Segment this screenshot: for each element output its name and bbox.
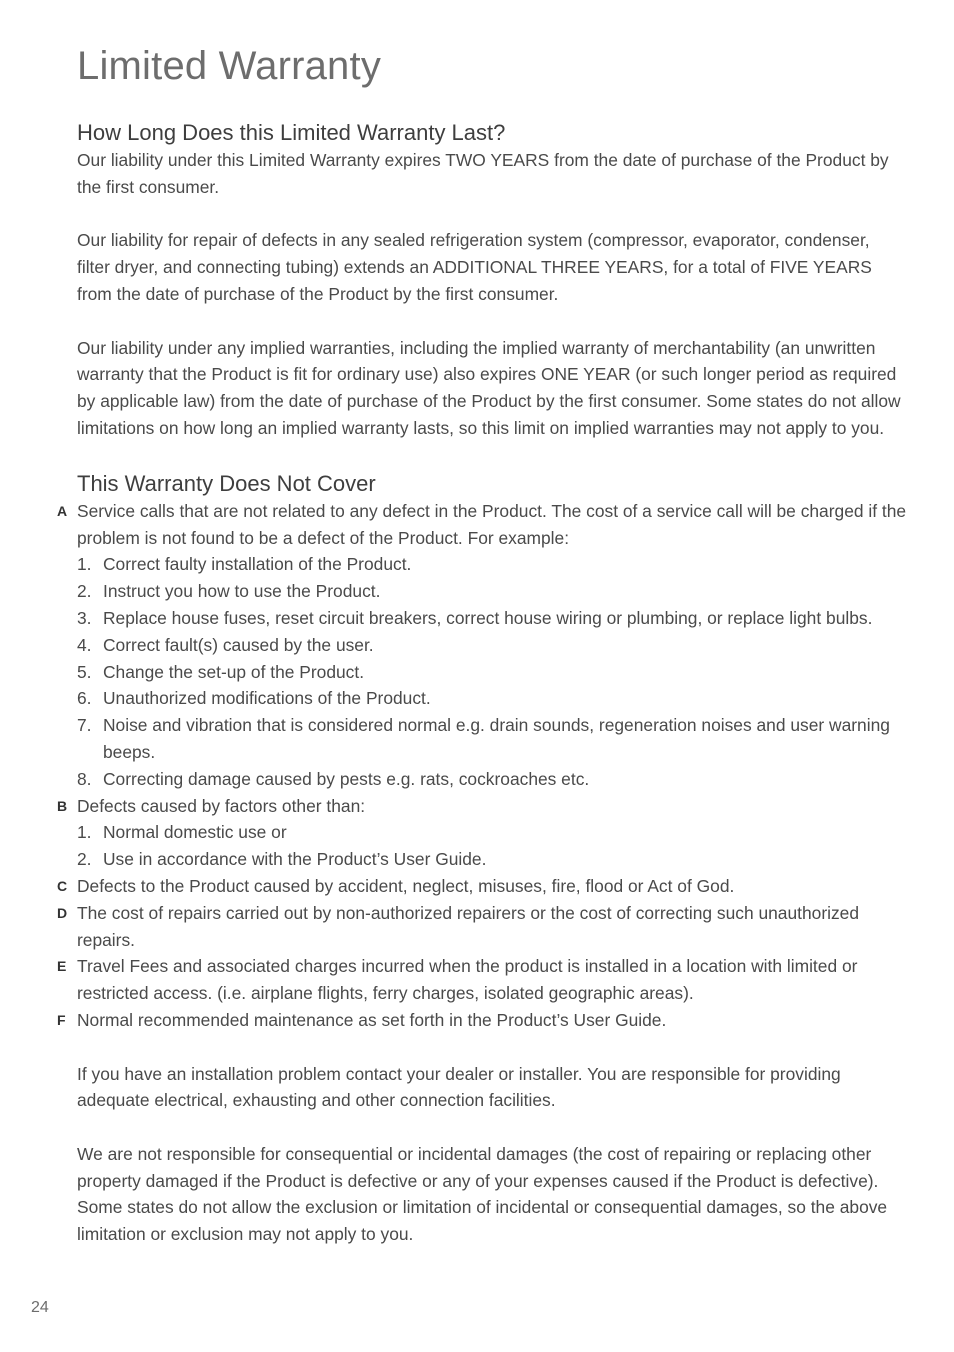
list-item xyxy=(77,766,907,793)
page-number: 24 xyxy=(31,1299,49,1316)
list-item xyxy=(77,685,907,712)
item-letter: E xyxy=(57,958,67,975)
paragraph-installation-problem: If you have an installation problem contact your dealer or installer. You are responsible for providing adequate electrical, exhausting and other connection facilities. xyxy=(77,1063,841,1111)
item-text: Defects to the Product caused by accident, neglect, misuses, fire, flood or Act of God. xyxy=(77,875,735,896)
paragraph-sealed-system: Our liability for repair of defects in any sealed refrigeration system (compressor, evaporator, condenser, filter dryer, and connecting tubing) extends an ADDITIONAL THREE YEARS, for a total of FIVE YEARS from the date of purchase of the Product by the first consumer. xyxy=(77,230,872,304)
page-title: Limited Warranty xyxy=(77,44,382,88)
list-number: 5. xyxy=(77,661,92,682)
exclusion-item-c xyxy=(57,873,907,900)
list-text: Correct faulty installation of the Product. xyxy=(103,554,412,575)
section-heading-exclusions: This Warranty Does Not Cover xyxy=(77,470,376,496)
list-number: 8. xyxy=(77,768,92,789)
exclusion-item-d xyxy=(57,900,907,954)
list-number: 3. xyxy=(77,607,92,628)
list-number: 1. xyxy=(77,822,92,843)
item-text: The cost of repairs carried out by non-authorized repairers or the cost of correcting such unauthorized repairs. xyxy=(77,902,860,950)
list-number: 6. xyxy=(77,688,92,709)
list-item xyxy=(77,605,907,632)
list-item xyxy=(77,578,907,605)
list-item xyxy=(77,659,907,686)
item-letter: F xyxy=(57,1011,66,1028)
paragraph-consequential-damages: We are not responsible for consequential or incidental damages (the cost of repairing or replacing other property damaged if the Product is defective or any of your expenses caused if the Product is defective). Some states do not allow the exclusion or limitation of incidental or consequential damages, so the above limitation or exclusion may not apply to you. xyxy=(77,1143,888,1245)
item-text: Defects caused by factors other than: xyxy=(77,795,366,816)
warranty-page xyxy=(57,40,907,1248)
exclusion-item-e xyxy=(57,953,907,1007)
list-number: 7. xyxy=(77,715,92,736)
paragraph-implied-warranty: Our liability under any implied warranties, including the implied warranty of merchantability (an unwritten warranty that the Product is fit for ordinary use) also expires ONE YEAR (or such longer period as required by applicable law) from the date of purchase of the Product by the first consumer. Some states do not allow limitations on how long an implied warranty lasts, so this limit on implied warranties may not apply to you. xyxy=(77,337,901,438)
item-letter: C xyxy=(57,877,68,894)
list-text: Noise and vibration that is considered normal e.g. drain sounds, regeneration noises and user warning beeps. xyxy=(103,715,890,762)
item-letter: D xyxy=(57,904,68,921)
list-item xyxy=(77,551,907,578)
item-text: Travel Fees and associated charges incurred when the product is installed in a location with limited or restricted access. (i.e. airplane flights, ferry charges, isolated geographic areas). xyxy=(77,956,858,1004)
item-letter: A xyxy=(57,502,68,519)
item-text: Service calls that are not related to any defect in the Product. The cost of a service call will be charged if the problem is not found to be a defect of the Product. For example: xyxy=(77,500,907,548)
list-text: Change the set-up of the Product. xyxy=(103,661,365,682)
list-item xyxy=(77,632,907,659)
section-heading-duration: How Long Does this Limited Warranty Last? xyxy=(77,120,506,145)
list-text: Correcting damage caused by pests e.g. rats, cockroaches etc. xyxy=(103,768,590,789)
list-text: Unauthorized modifications of the Product. xyxy=(103,688,431,709)
exclusion-item-b xyxy=(57,793,907,820)
list-text: Correct fault(s) caused by the user. xyxy=(103,634,374,655)
list-number: 2. xyxy=(77,581,92,602)
list-item xyxy=(77,819,907,846)
list-text: Instruct you how to use the Product. xyxy=(103,581,381,602)
list-number: 2. xyxy=(77,849,92,870)
list-item xyxy=(77,846,907,873)
list-number: 4. xyxy=(77,634,92,655)
exclusion-item-f xyxy=(57,1007,907,1034)
list-text: Use in accordance with the Product’s User Guide. xyxy=(103,849,487,870)
item-letter: B xyxy=(57,797,68,814)
list-text: Replace house fuses, reset circuit breakers, correct house wiring or plumbing, or replace light bulbs. xyxy=(103,607,873,628)
list-item xyxy=(77,712,907,766)
item-text: Normal recommended maintenance as set forth in the Product’s User Guide. xyxy=(77,1009,667,1030)
list-number: 1. xyxy=(77,554,92,575)
list-text: Normal domestic use or xyxy=(103,822,287,843)
paragraph-two-years: Our liability under this Limited Warranty expires TWO YEARS from the date of purchase of the Product by the first consumer. xyxy=(77,150,889,197)
exclusion-item-a xyxy=(57,498,907,552)
